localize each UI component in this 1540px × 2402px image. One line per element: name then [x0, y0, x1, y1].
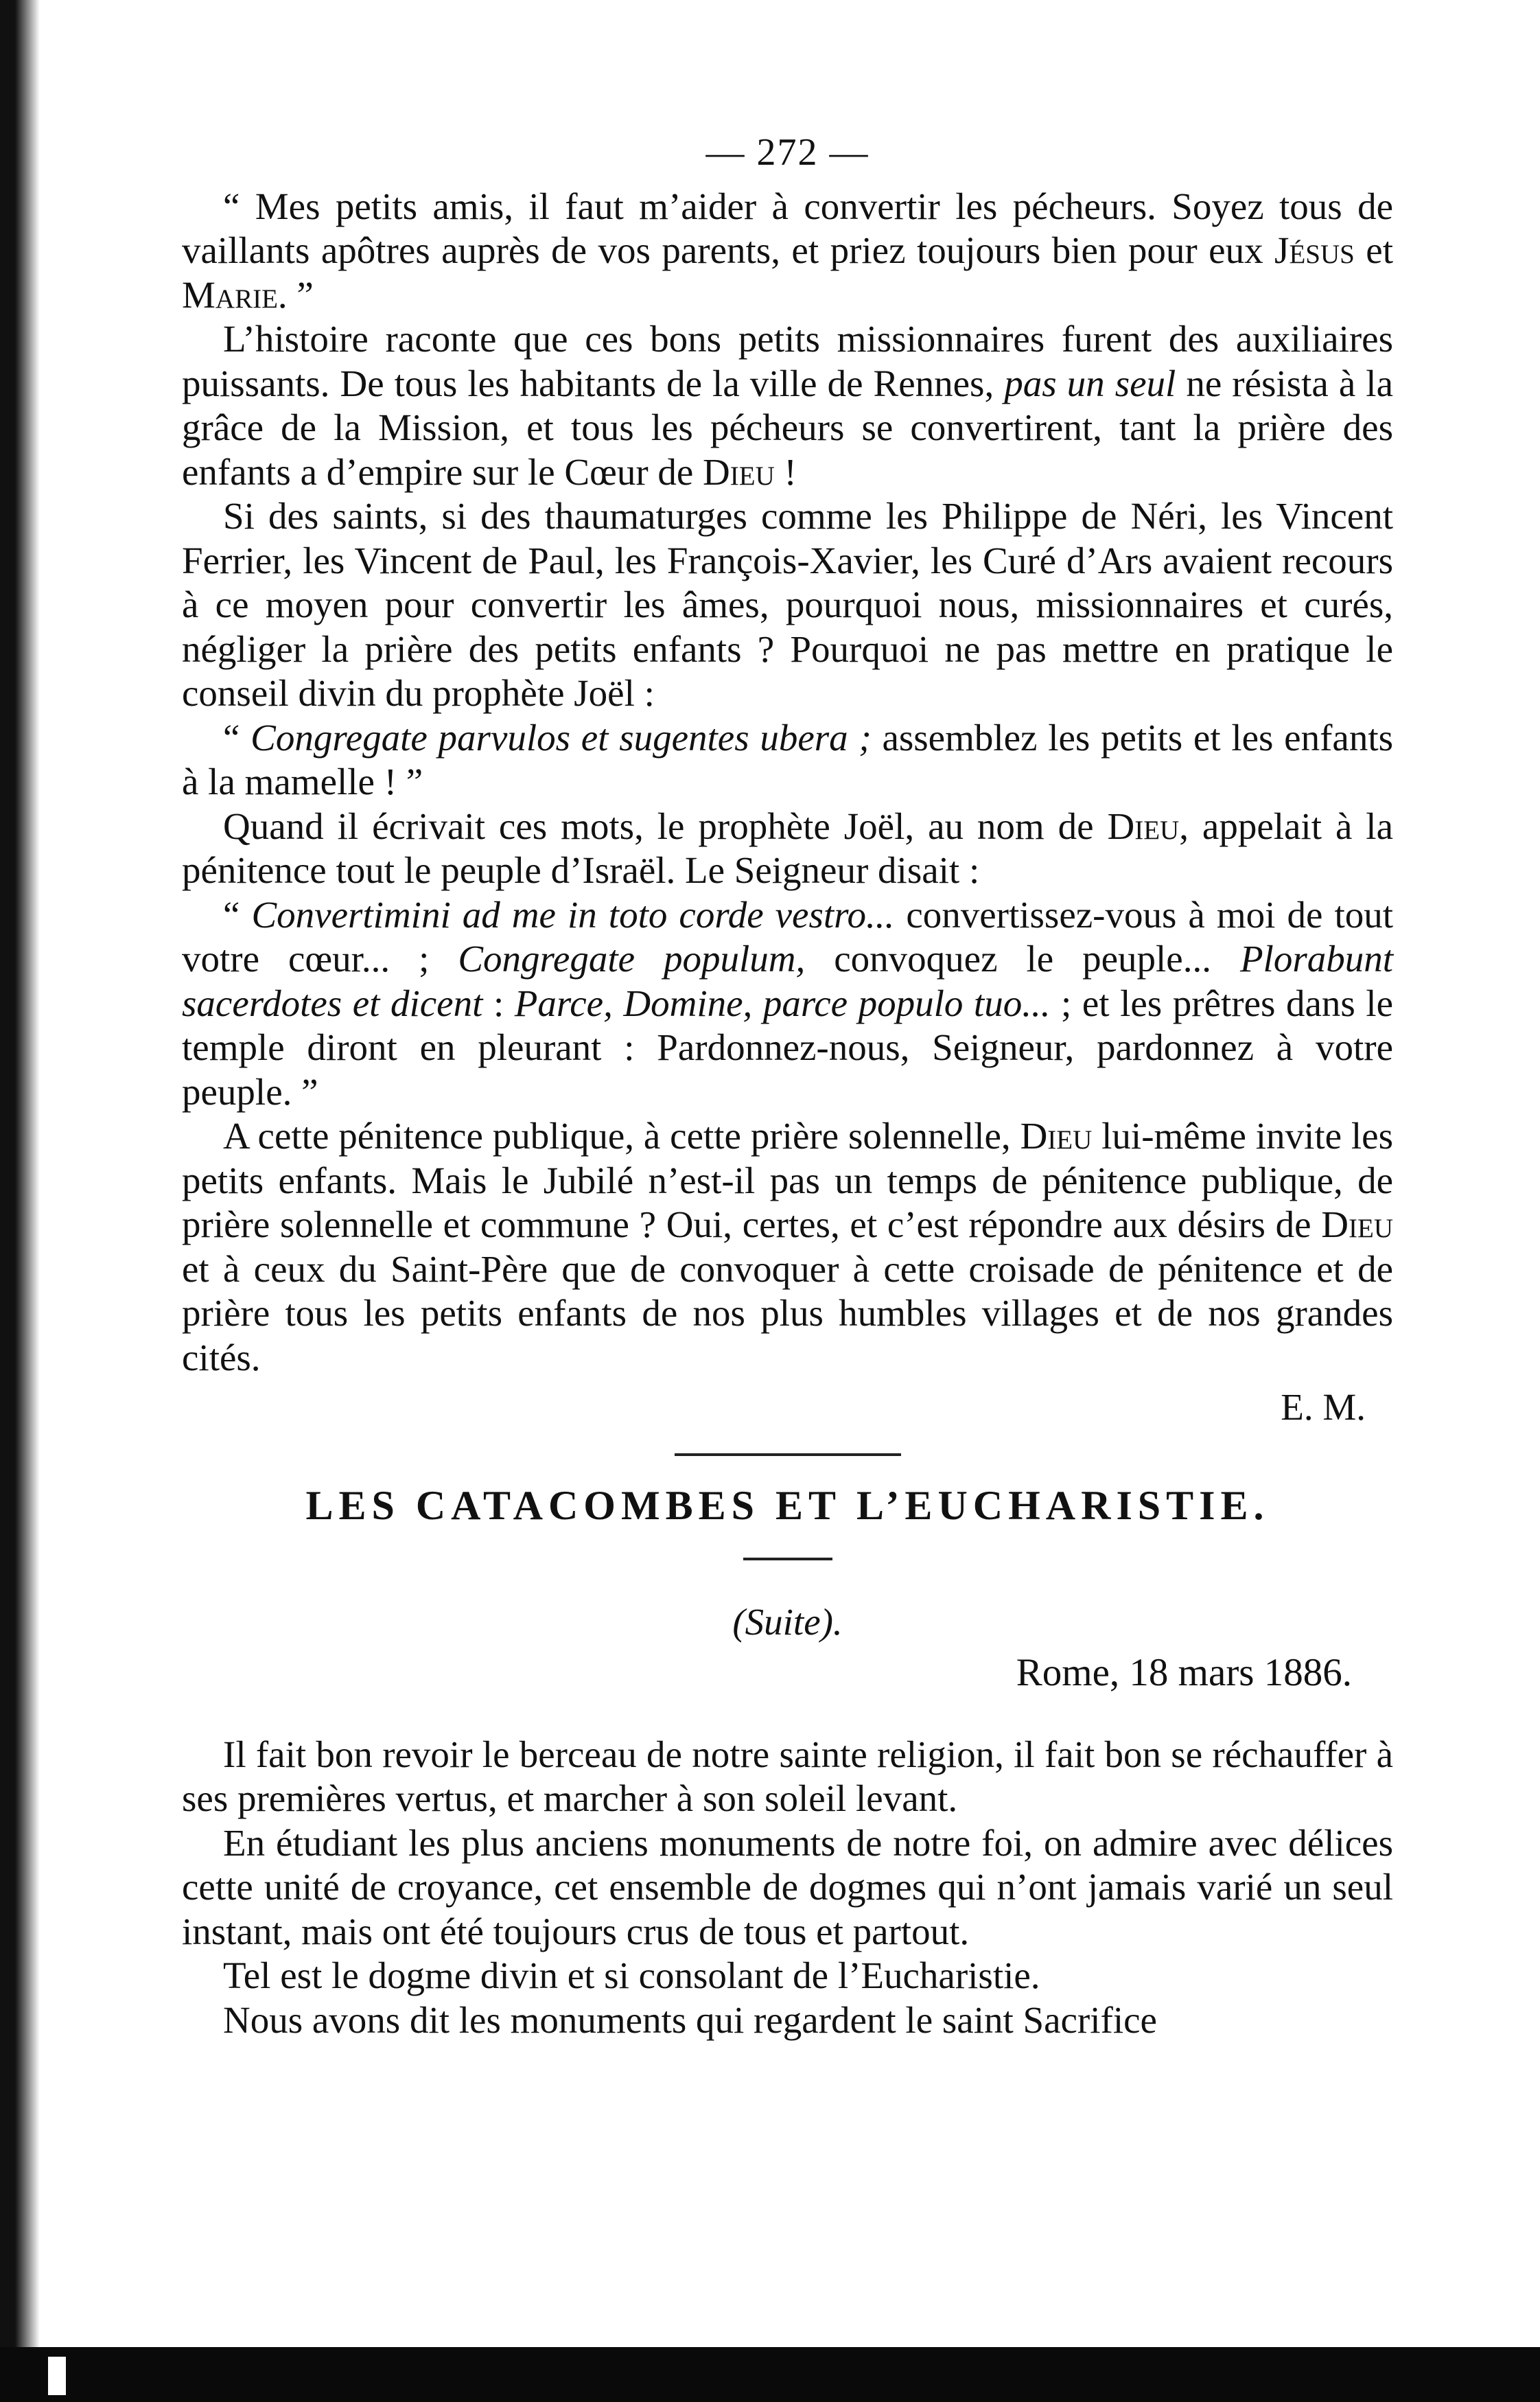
- text-run: et: [1354, 229, 1393, 271]
- small-caps-run: Dieu: [703, 450, 775, 493]
- article-continuation: [182, 185, 1393, 1381]
- text-run: Il fait bon revoir le berceau de notre sainte religion, il fait bon se réchauffer à ses premières vertus, et marcher à son soleil levant.: [182, 1733, 1393, 1819]
- text-run: Si des saints, si des thaumaturges comme les Philippe de Néri, les Vincent Ferrier, les Vincent de Paul, les François-Xavier, les Curé d’Ars avaient recours à ce moyen pour convertir les âmes, pourquoi nous, missionnaires et curés, négliger la prière des petits enfants ? Pourquoi ne pas mettre en pratique le conseil divin du prophète Joël :: [182, 495, 1393, 714]
- text-run: En étudiant les plus anciens monuments de notre foi, on admire avec délices cette unité de croyance, cet ensemble de dogmes qui n’ont jamais varié un seul instant, mais ont été toujours crus de tous et partout.: [182, 1821, 1393, 1952]
- author-signature: E. M.: [1281, 1386, 1366, 1428]
- text-run: “: [223, 716, 251, 759]
- title-rule: [743, 1558, 832, 1560]
- paragraph: [182, 893, 1393, 1115]
- scan-mark: [48, 2357, 66, 2395]
- italic-run: Congregate parvulos et sugentes ubera ;: [250, 716, 872, 759]
- text-run: ne résista à la grâce de la Mission, et tous les pécheurs se convertirent, tant la prière des enfants a d’empire sur le Cœur de: [182, 362, 1393, 493]
- section-divider: [675, 1453, 901, 1456]
- new-article-body: [182, 1733, 1393, 2043]
- scan-bottom-edge: [0, 2347, 1540, 2402]
- text-run: “: [223, 893, 252, 936]
- paragraph: [182, 494, 1393, 716]
- text-run: “ Mes petits amis, il faut m’aider à convertir les pécheurs. Soyez tous de vaillants apôtres auprès de vos parents, et priez toujours bien pour eux: [182, 185, 1393, 271]
- italic-run: Convertimini ad me in toto corde vestro...: [251, 893, 895, 936]
- text-run: lui-même invite les petits enfants. Mais le Jubilé n’est-il pas un temps de pénitence publique, de prière solennelle et commune ? Oui, certes, et c’est répondre aux désirs de: [182, 1115, 1393, 1245]
- italic-run: Congregate populum,: [458, 938, 806, 980]
- page-number: — 272 —: [705, 131, 870, 174]
- text-run: L’histoire raconte que ces bons petits missionnaires furent des auxiliaires puissants. De tous les habitants de la ville de Rennes,: [182, 318, 1393, 404]
- paragraph: [182, 1998, 1393, 2043]
- small-caps-run: Dieu: [1107, 805, 1180, 847]
- text-run: et à ceux du Saint-Père que de convoquer à cette croisade de pénitence et de prière tous les petits enfants de nos plus humbles villages et de nos grandes cités.: [182, 1247, 1393, 1378]
- paragraph: [182, 1733, 1393, 1821]
- text-run: , appelait à la pénitence tout le peuple d’Israël. Le Seigneur disait :: [182, 805, 1393, 891]
- italic-run: pas un seul: [1004, 362, 1176, 404]
- suite-label: (Suite).: [732, 1600, 843, 1643]
- paragraph: [182, 185, 1393, 318]
- small-caps-run: Dieu: [1321, 1203, 1393, 1245]
- text-run: . ”: [277, 273, 314, 316]
- text-run: convoquez le peuple...: [805, 938, 1240, 980]
- text-run: Quand il écrivait ces mots, le prophète Joël, au nom de: [223, 805, 1108, 847]
- paragraph: [182, 716, 1393, 805]
- paragraph: [182, 1821, 1393, 1954]
- page-body: [182, 130, 1393, 2042]
- scan-binding-edge: [0, 0, 40, 2402]
- small-caps-run: Marie: [182, 273, 278, 316]
- text-run: A cette pénitence publique, à cette prière solennelle,: [223, 1115, 1020, 1157]
- text-run: ; et les prêtres dans le temple diront en pleurant : Pardonnez-nous, Seigneur, pardonnez à votre peuple. ”: [182, 982, 1394, 1113]
- text-run: convertissez-vous à moi de tout votre cœur... ;: [182, 893, 1393, 980]
- dateline: Rome, 18 mars 1886.: [1016, 1651, 1352, 1694]
- paragraph: [182, 1114, 1393, 1380]
- paragraph: [182, 805, 1393, 893]
- text-run: !: [774, 450, 797, 493]
- text-run: assemblez les petits et les enfants à la mamelle ! ”: [182, 716, 1393, 802]
- text-run: :: [482, 982, 515, 1024]
- small-caps-run: Jésus: [1274, 229, 1355, 271]
- small-caps-run: Dieu: [1020, 1115, 1093, 1157]
- italic-run: Plorabunt sacerdotes et dicent: [182, 938, 1394, 1024]
- paragraph: [182, 1954, 1393, 1998]
- text-run: Nous avons dit les monuments qui regardent le saint Sacrifice: [223, 1998, 1157, 2041]
- paragraph: [182, 317, 1393, 494]
- italic-run: Parce, Domine, parce populo tuo...: [514, 982, 1051, 1024]
- text-run: Tel est le dogme divin et si consolant de l’Eucharistie.: [223, 1954, 1040, 1996]
- article-title: LES CATACOMBES ET L’EUCHARISTIE.: [305, 1482, 1270, 1528]
